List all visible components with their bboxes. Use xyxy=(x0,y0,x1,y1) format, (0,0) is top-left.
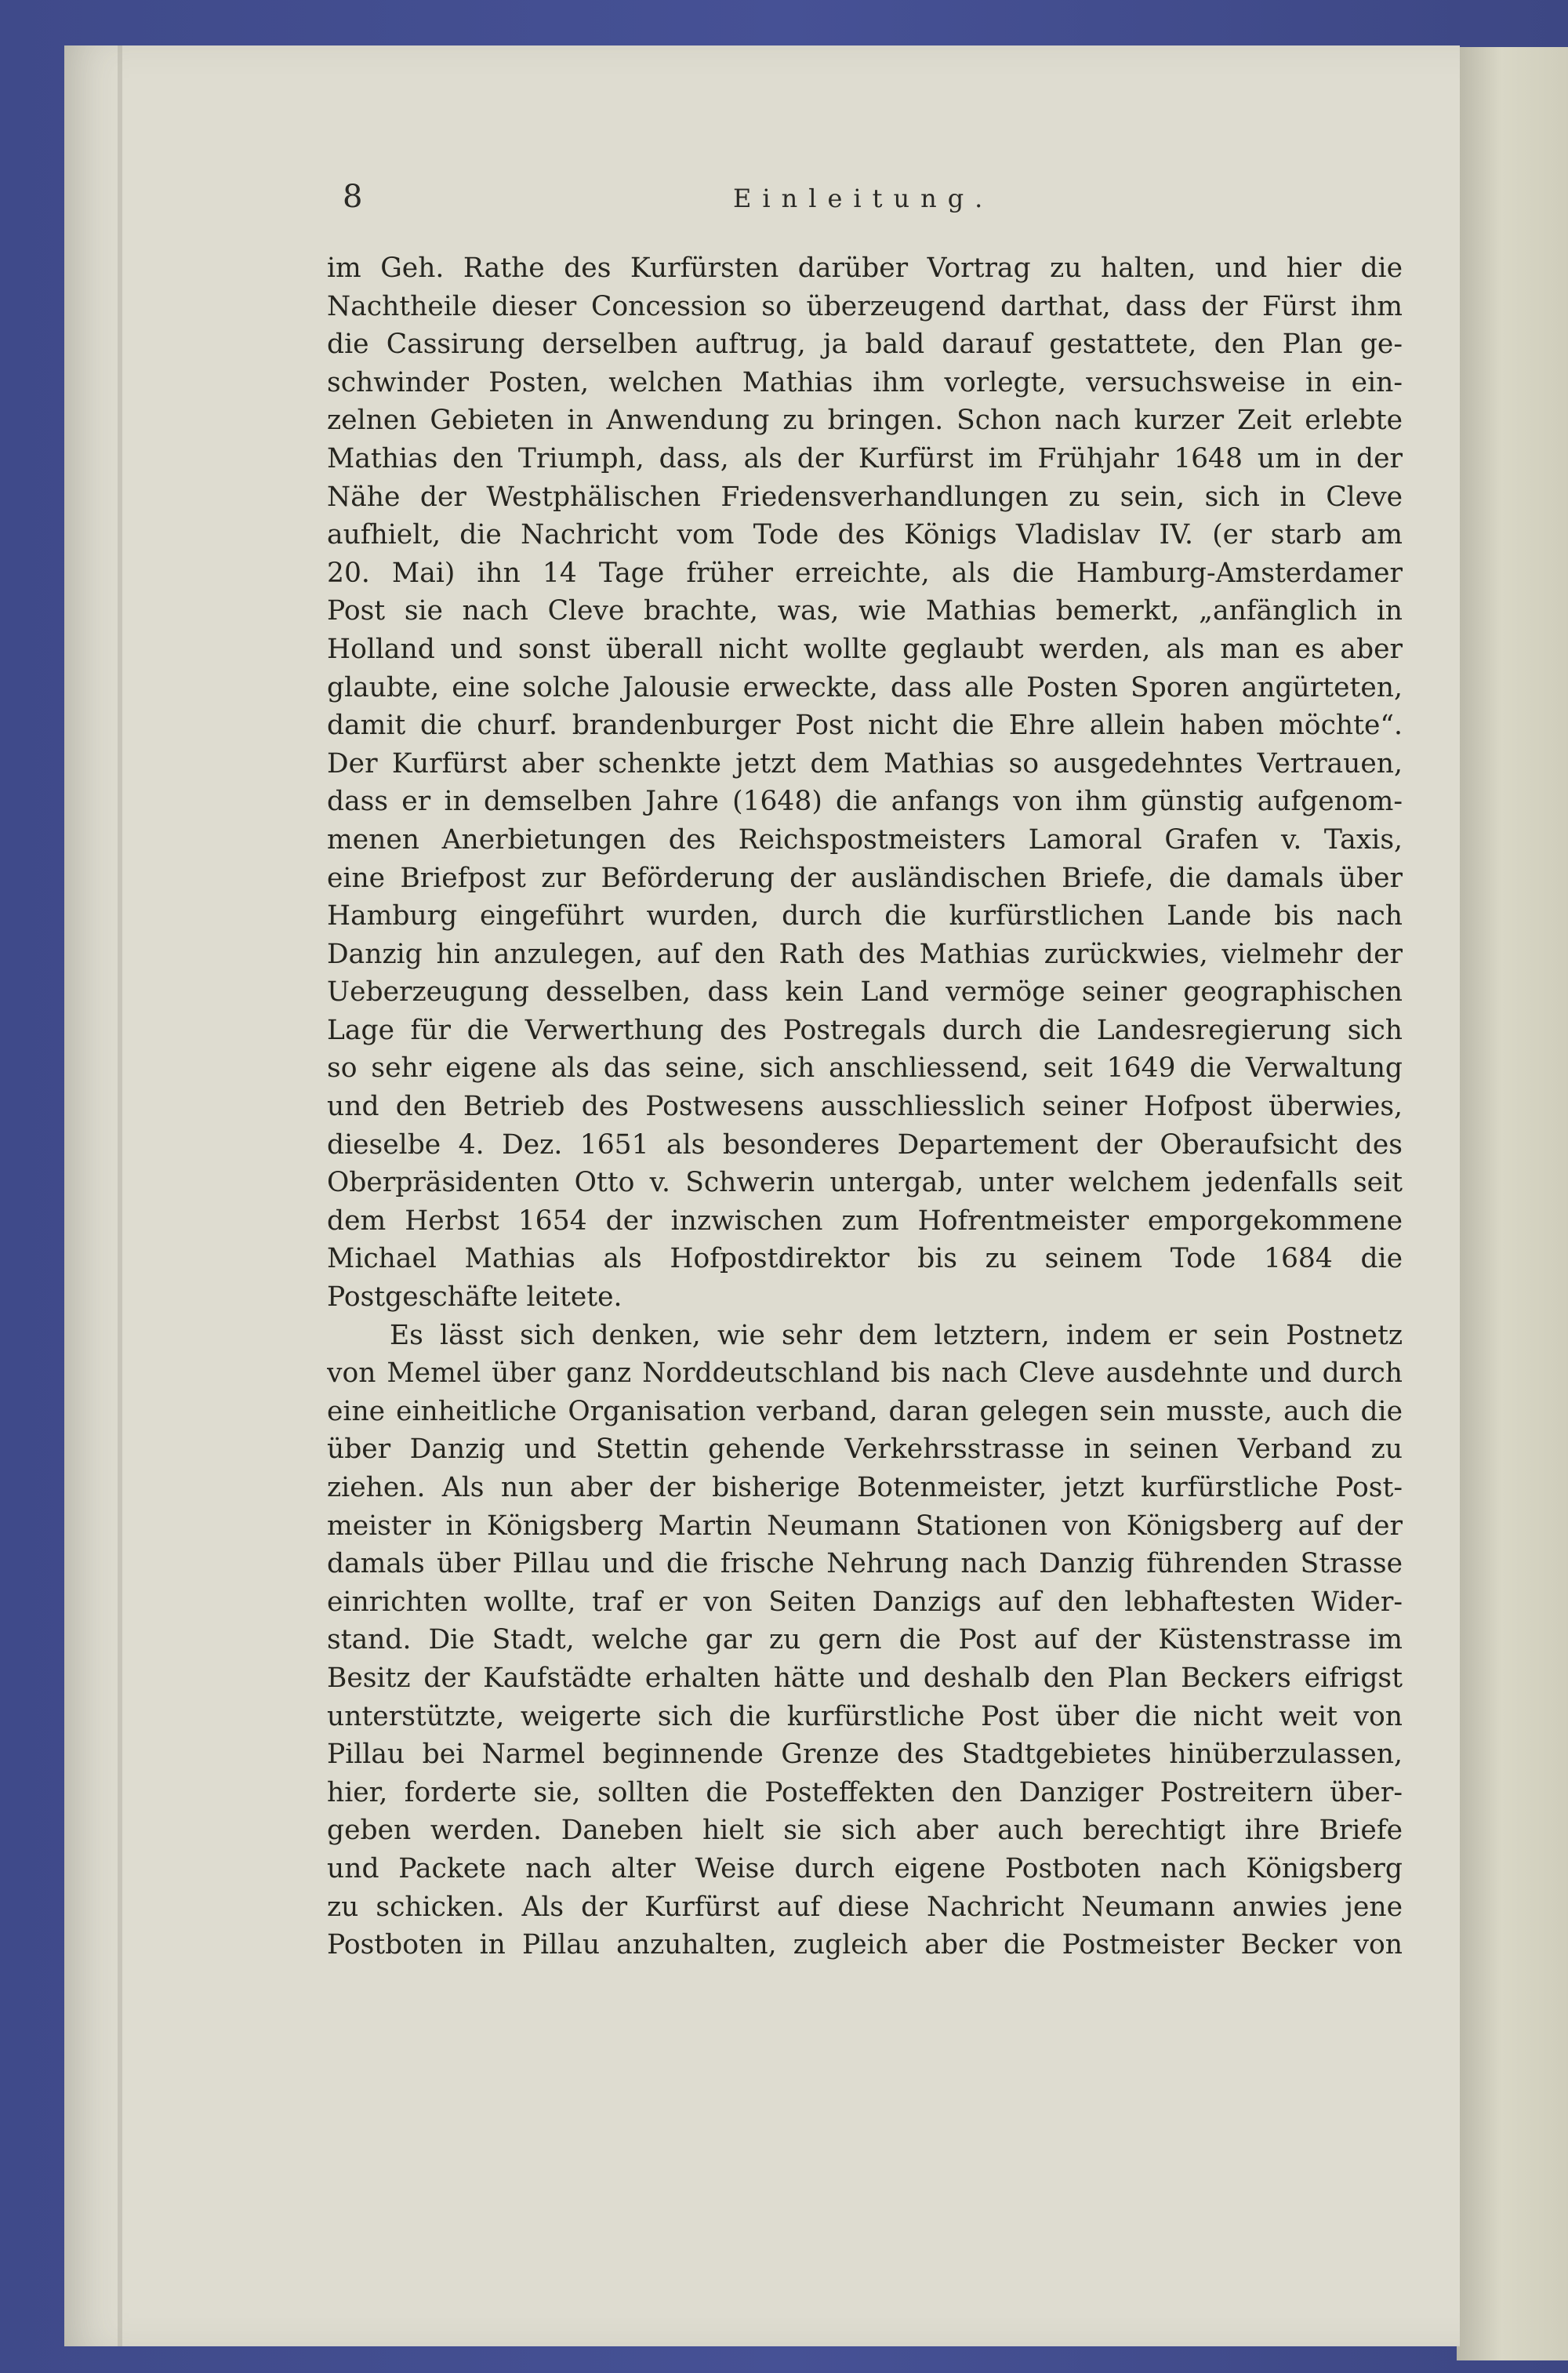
text-line: im Geh. Rathe des Kurfürsten darüber Vortrag zu halten, und hier die xyxy=(327,253,1403,284)
text-line: dieselbe 4. Dez. 1651 als besonderes Departement der Oberaufsicht des xyxy=(327,1128,1403,1161)
text-line: ziehen. Als nun aber der bisherige Botenmeister, jetzt kurfürstliche Post- xyxy=(327,1472,1403,1503)
text-line: Holland und sonst überall nicht wollte geglaubt werden, als man es aber xyxy=(327,633,1403,665)
text-line: glaubte, eine solche Jalousie erweckte, dass alle Posten Sporen angürteten, xyxy=(327,671,1403,703)
text-line: 20. Mai) ihn 14 Tage früher erreichte, als die Hamburg-Amsterdamer xyxy=(327,557,1403,589)
text-line: zu schicken. Als der Kurfürst auf diese Nachricht Neumann anwies jene xyxy=(327,1891,1403,1923)
text-line: eine einheitliche Organisation verband, daran gelegen sein musste, auch die xyxy=(327,1395,1403,1427)
text-line: schwinder Posten, welchen Mathias ihm vorlegte, versuchsweise in ein- xyxy=(327,366,1403,398)
text-line: über Danzig und Stettin gehende Verkehrsstrasse in seinen Verband zu xyxy=(327,1434,1403,1466)
text-line: Ueberzeugung desselben, dass kein Land vermöge seiner geographischen xyxy=(327,976,1403,1008)
text-line: damals über Pillau und die frische Nehrung nach Danzig führenden Strasse xyxy=(327,1548,1403,1580)
gutter xyxy=(118,45,122,2346)
text-line: einrichten wollte, traf er von Seiten Danzigs auf den lebhaftesten Wider- xyxy=(327,1586,1403,1618)
page-header xyxy=(343,179,1401,226)
text-line: geben werden. Daneben hielt sie sich aber auch berechtigt ihre Briefe xyxy=(327,1815,1403,1847)
text-line: Hamburg eingeführt wurden, durch die kurfürstlichen Lande bis nach xyxy=(327,900,1403,932)
text-line: dass er in demselben Jahre (1648) die anfangs von ihm günstig aufgenom- xyxy=(327,786,1403,818)
page-number: 8 xyxy=(343,179,363,215)
body-text xyxy=(327,249,1403,1964)
text-line: damit die churf. brandenburger Post nicht die Ehre allein haben möchte“. xyxy=(327,710,1403,742)
text-line: Es lässt sich denken, wie sehr dem letztern, indem er sein Postnetz xyxy=(390,1319,1403,1351)
text-line: hier, forderte sie, sollten die Posteffekten den Danziger Postreitern über- xyxy=(327,1776,1403,1808)
text-line: Postgeschäfte leitete. xyxy=(327,1281,622,1314)
text-line: Post sie nach Cleve brachte, was, wie Mathias bemerkt, „anfänglich in xyxy=(327,595,1403,627)
text-line: aufhielt, die Nachricht vom Tode des Königs Vladislav IV. (er starb am xyxy=(327,519,1403,551)
text-line: Mathias den Triumph, dass, als der Kurfürst im Frühjahr 1648 um in der xyxy=(327,442,1403,474)
text-line: von Memel über ganz Norddeutschland bis nach Cleve ausdehnte und durch xyxy=(327,1357,1403,1390)
text-line: Lage für die Verwerthung des Postregals durch die Landesregierung sich xyxy=(327,1014,1403,1046)
text-line: die Cassirung derselben auftrug, ja bald darauf gestattete, den Plan ge- xyxy=(327,329,1403,361)
text-line: unterstützte, weigerte sich die kurfürstliche Post über die nicht weit von xyxy=(327,1700,1403,1732)
text-line: Oberpräsidenten Otto v. Schwerin untergab, unter welchem jedenfalls seit xyxy=(327,1167,1403,1199)
text-line: Michael Mathias als Hofpostdirektor bis zu seinem Tode 1684 die xyxy=(327,1243,1403,1275)
running-head: Einleitung. xyxy=(733,184,994,213)
text-line: und den Betrieb des Postwesens ausschliesslich seiner Hofpost überwies, xyxy=(327,1091,1403,1123)
text-line: Besitz der Kaufstädte erhalten hätte und deshalb den Plan Beckers eifrigst xyxy=(327,1662,1403,1694)
text-line: menen Anerbietungen des Reichspostmeisters Lamoral Grafen v. Taxis, xyxy=(327,823,1403,856)
text-line: stand. Die Stadt, welche gar zu gern die Post auf der Küstenstrasse im xyxy=(327,1624,1403,1656)
text-line: so sehr eigene als das seine, sich anschliessend, seit 1649 die Verwaltung xyxy=(327,1052,1403,1085)
text-line: Nachtheile dieser Concession so überzeugend darthat, dass der Fürst ihm xyxy=(327,290,1403,322)
text-line: dem Herbst 1654 der inzwischen zum Hofrentmeister emporgekommene xyxy=(327,1205,1403,1237)
page-edges xyxy=(1457,47,1568,2360)
text-line: und Packete nach alter Weise durch eigene Postboten nach Königsberg xyxy=(327,1852,1403,1884)
text-line: eine Briefpost zur Beförderung der ausländischen Briefe, die damals über xyxy=(327,862,1403,894)
text-line: Postboten in Pillau anzuhalten, zugleich aber die Postmeister Becker von xyxy=(327,1929,1403,1961)
text-line: zelnen Gebieten in Anwendung zu bringen. Schon nach kurzer Zeit erlebte xyxy=(327,405,1403,437)
text-line: Der Kurfürst aber schenkte jetzt dem Mathias so ausgedehntes Vertrauen, xyxy=(327,747,1403,779)
text-line: meister in Königsberg Martin Neumann Stationen von Königsberg auf der xyxy=(327,1510,1403,1542)
text-line: Danzig hin anzulegen, auf den Rath des Mathias zurückwies, vielmehr der xyxy=(327,938,1403,970)
text-line: Nähe der Westphälischen Friedensverhandlungen zu sein, sich in Cleve xyxy=(327,481,1403,513)
text-line: Pillau bei Narmel beginnende Grenze des Stadtgebietes hinüberzulassen, xyxy=(327,1739,1403,1771)
